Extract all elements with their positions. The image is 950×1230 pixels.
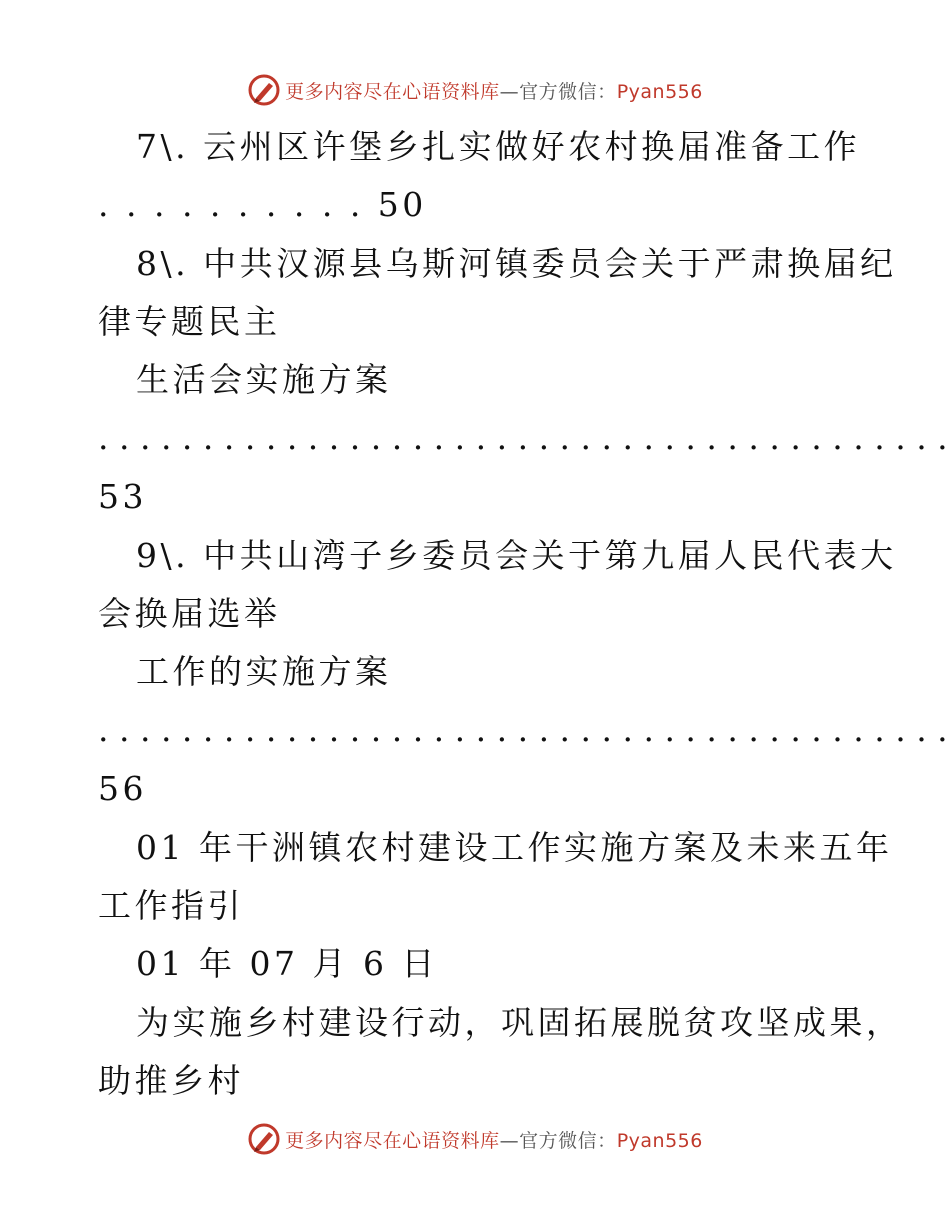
toc-entry-9-page: 56	[98, 769, 147, 808]
watermark-dash: —	[499, 1129, 520, 1152]
watermark-sub: 官方微信：	[519, 1129, 617, 1152]
header-watermark	[0, 70, 950, 110]
body-paragraph-cont: 助推乡村	[98, 1061, 244, 1100]
toc-entry-9-leader	[98, 710, 948, 750]
watermark-main: 更多内容尽在心语资料库	[285, 80, 500, 103]
toc-entry-9-cont2: 工作的实施方案	[136, 652, 392, 691]
leader-dots: . . . . . . . . . . . . . . . . . . . . . . . . . . . . . . . . . . . . . . . . .	[98, 710, 948, 749]
watermark-text	[285, 77, 703, 104]
toc-entry-8: 8\. 中共汉源县乌斯河镇委员会关于严肃换届纪	[136, 244, 897, 283]
watermark-sub: 官方微信：	[519, 80, 617, 103]
toc-entry-8-cont: 律专题民主	[98, 302, 281, 341]
document-title-cont: 工作指引	[98, 886, 244, 925]
watermark-main: 更多内容尽在心语资料库	[285, 1129, 500, 1152]
footer-watermark	[0, 1119, 950, 1159]
pen-logo-icon	[247, 1122, 281, 1156]
document-title: 01 年干洲镇农村建设工作实施方案及未来五年	[136, 828, 893, 867]
toc-entry-8-cont2: 生活会实施方案	[136, 360, 392, 399]
toc-entry-7: 7\. 云州区许堡乡扎实做好农村换届准备工作	[136, 127, 861, 166]
body-paragraph: 为实施乡村建设行动，巩固拓展脱贫攻坚成果，	[136, 1003, 903, 1042]
watermark-text	[285, 1126, 703, 1153]
document-date: 01 年 07 月 6 日	[136, 944, 438, 983]
toc-entry-9: 9\. 中共山湾子乡委员会关于第九届人民代表大	[136, 536, 897, 575]
watermark-dash: —	[499, 80, 520, 103]
toc-entry-8-leader	[98, 418, 948, 458]
toc-entry-8-page: 53	[98, 477, 147, 516]
toc-entry-7-page: . . . . . . . . . . 50	[98, 185, 427, 224]
watermark-wechat: Pyan556	[616, 1129, 703, 1152]
leader-dots: . . . . . . . . . . . . . . . . . . . . . . . . . . . . . . . . . . . . . . . . .	[98, 418, 948, 457]
toc-entry-9-cont: 会换届选举	[98, 594, 281, 633]
pen-logo-icon	[247, 73, 281, 107]
watermark-wechat: Pyan556	[616, 80, 703, 103]
